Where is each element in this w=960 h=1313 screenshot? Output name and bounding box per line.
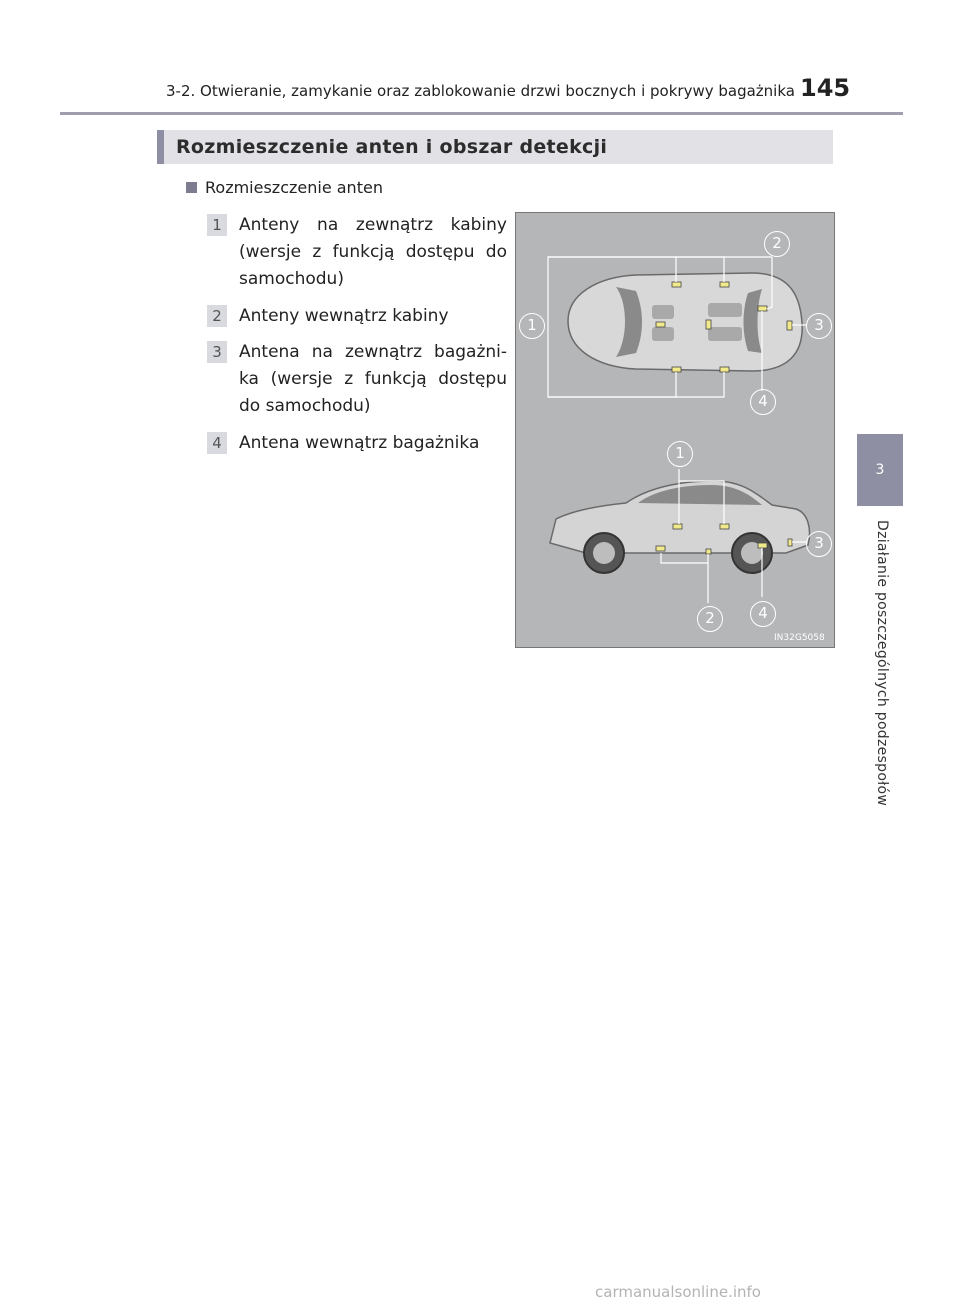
antenna-marker — [787, 321, 792, 330]
list-item — [207, 212, 507, 293]
page-number: 145 — [800, 74, 851, 102]
item-number-badge: 3 — [207, 341, 227, 363]
car-top-view — [568, 273, 802, 371]
subheading-text: Rozmieszczenie anten — [205, 178, 383, 197]
antenna-diagram — [515, 212, 835, 648]
item-text: Anteny na zewnątrz kabiny (wersje z funkcją dostępu do samochodu) — [239, 215, 507, 289]
chapter-tab[interactable] — [857, 434, 903, 506]
car-top-seat — [652, 305, 674, 319]
antenna-marker — [758, 306, 767, 311]
antenna-marker — [706, 320, 711, 329]
antenna-marker — [672, 282, 681, 287]
list-item — [207, 303, 507, 330]
callout-2-side: 2 — [697, 606, 723, 632]
section-heading — [157, 130, 833, 164]
list-item — [207, 430, 507, 457]
item-number-badge: 2 — [207, 305, 227, 327]
antenna-marker — [788, 539, 792, 546]
diagram-code: IN32G5058 — [774, 633, 825, 643]
square-bullet-icon — [186, 182, 197, 193]
chapter-tab-number: 3 — [875, 462, 885, 478]
callout-2-top: 2 — [764, 231, 790, 257]
antenna-marker — [706, 549, 711, 554]
antenna-marker — [673, 524, 682, 529]
antenna-marker — [656, 546, 665, 551]
section-heading-text: Rozmieszczenie anten i obszar detekcji — [176, 136, 608, 158]
antenna-marker — [720, 282, 729, 287]
list-item — [207, 339, 507, 420]
callout-3-side: 3 — [806, 531, 832, 557]
item-number-badge: 4 — [207, 432, 227, 454]
car-top-seat — [708, 327, 742, 341]
antenna-marker — [720, 367, 729, 372]
header-rule — [60, 112, 903, 115]
antenna-marker — [656, 322, 665, 327]
car-top-seat — [708, 303, 742, 317]
car-side-wheel-rim — [593, 542, 615, 564]
item-text: Antena na zewnątrz bagażni-ka (wersje z funkcją dostępu do samochodu) — [239, 342, 507, 416]
subheading — [186, 178, 383, 197]
callout-3-top: 3 — [806, 313, 832, 339]
page-header-title: 3-2. Otwieranie, zamykanie oraz zablokowanie drzwi bocznych i pokrywy bagażnika — [166, 82, 795, 100]
antenna-diagram-svg — [516, 213, 834, 647]
car-top-seat — [652, 327, 674, 341]
item-number-badge: 1 — [207, 214, 227, 236]
car-top-body — [568, 273, 802, 371]
callout-1-top: 1 — [519, 313, 545, 339]
callout-1-side: 1 — [667, 441, 693, 467]
antenna-marker — [672, 367, 681, 372]
footer-watermark[interactable]: carmanualsonline.info — [595, 1283, 761, 1301]
antenna-marker — [758, 543, 767, 548]
callout-4-top: 4 — [750, 389, 776, 415]
chapter-side-label: Działanie poszczególnych podzespołów — [874, 520, 890, 807]
item-text: Antena wewnątrz bagażnika — [239, 433, 480, 453]
item-text: Anteny wewnątrz kabiny — [239, 306, 449, 326]
callout-4-side: 4 — [750, 601, 776, 627]
antenna-marker — [720, 524, 729, 529]
